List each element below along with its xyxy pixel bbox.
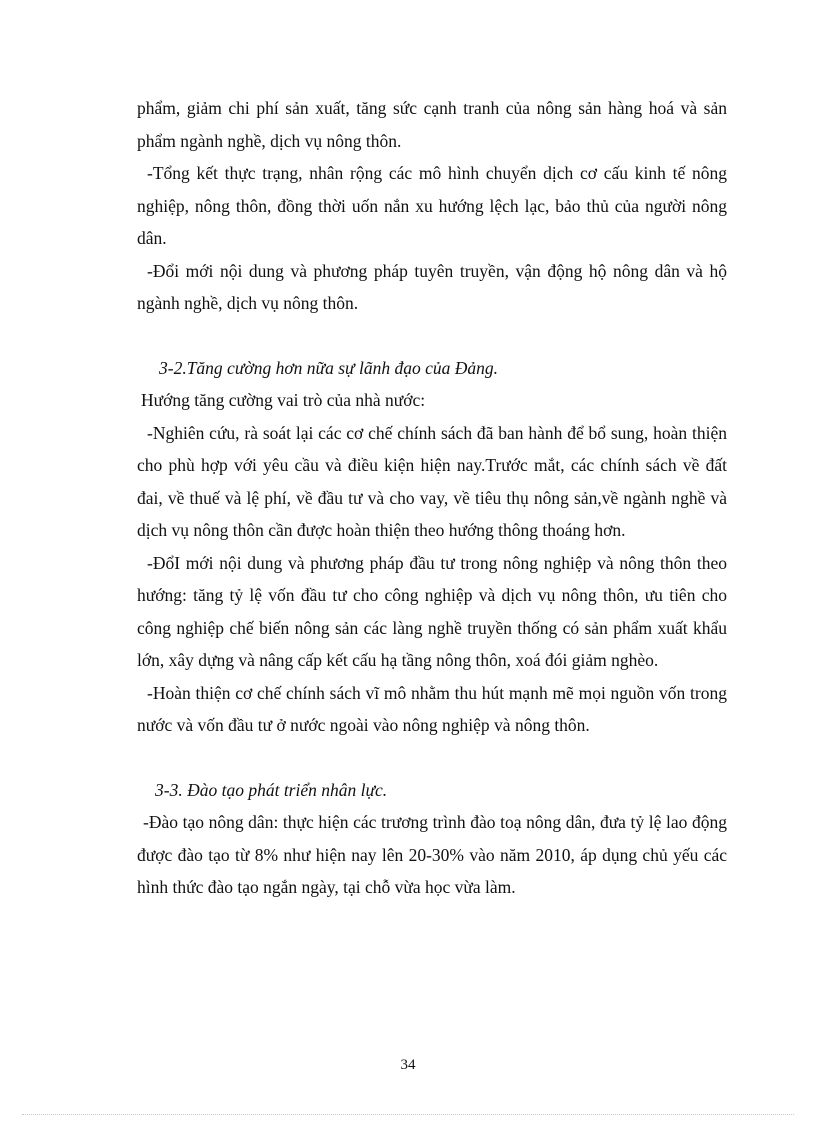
section-gap	[137, 742, 727, 774]
paragraph-summarize-models: -Tổng kết thực trạng, nhân rộng các mô hình chuyển dịch cơ cấu kinh tế nông nghiệp, nông thôn, đồng thời uốn nắn xu hướng lệch lạc, bảo thủ của người nông dân.	[137, 163, 727, 248]
paragraph-renew-propaganda: -Đổi mới nội dung và phương pháp tuyên truyền, vận động hộ nông dân và hộ ngành nghề, dịch vụ nông thôn.	[137, 260, 727, 313]
paragraph-macro-policy: -Hoàn thiện cơ chế chính sách vĩ mô nhằm thu hút mạnh mẽ mọi nguồn vốn trong nước và vốn đầu tư ở nước ngoài vào nông nghiệp và nông thôn.	[137, 682, 727, 735]
section-heading-3-2: 3-2.Tăng cường hơn nữa sự lãnh đạo của Đảng.	[159, 357, 498, 378]
section-gap	[137, 320, 727, 352]
page-body	[137, 92, 727, 904]
paragraph-continuation: phẩm, giảm chi phí sản xuất, tăng sức cạnh tranh của nông sản hàng hoá và sản phẩm ngành nghề, dịch vụ nông thôn.	[137, 98, 727, 151]
page-bottom-divider	[22, 1114, 794, 1115]
paragraph-renew-investment: -ĐổI mới nội dung và phương pháp đầu tư trong nông nghiệp và nông thôn theo hướng: tăng tỷ lệ vốn đầu tư cho công nghiệp và dịch vụ nông thôn, ưu tiên cho công nghiệp chế biến nông sản các làng nghề truyền thống có sản phẩm xuất khẩu lớn, xây dựng và nâng cấp kết cấu hạ tầng nông thôn, xoá đói giảm nghèo.	[137, 552, 727, 670]
paragraph-farmer-training: -Đào tạo nông dân: thực hiện các trương trình đào toạ nông dân, đưa tỷ lệ lao động được đào tạo từ 8% như hiện nay lên 20-30% vào năm 2010, áp dụng chủ yếu các hình thức đào tạo ngắn ngày, tại chỗ vừa học vừa làm.	[137, 812, 727, 897]
page-number: 34	[400, 1057, 416, 1073]
paragraph-review-policies: -Nghiên cứu, rà soát lại các cơ chế chính sách đã ban hành để bổ sung, hoàn thiện cho phù hợp với yêu cầu và điều kiện hiện nay.Trước mắt, các chính sách về đất đai, về thuế và lệ phí, về đầu tư và cho vay, về tiêu thụ nông sản,về ngành nghề và dịch vụ nông thôn cần được hoàn thiện theo hướng thông thoáng hơn.	[137, 422, 727, 540]
section-heading-3-3: 3-3. Đào tạo phát triển nhân lực.	[155, 779, 388, 800]
section-subheading-state-role: Hướng tăng cường vai trò của nhà nước:	[141, 390, 426, 410]
